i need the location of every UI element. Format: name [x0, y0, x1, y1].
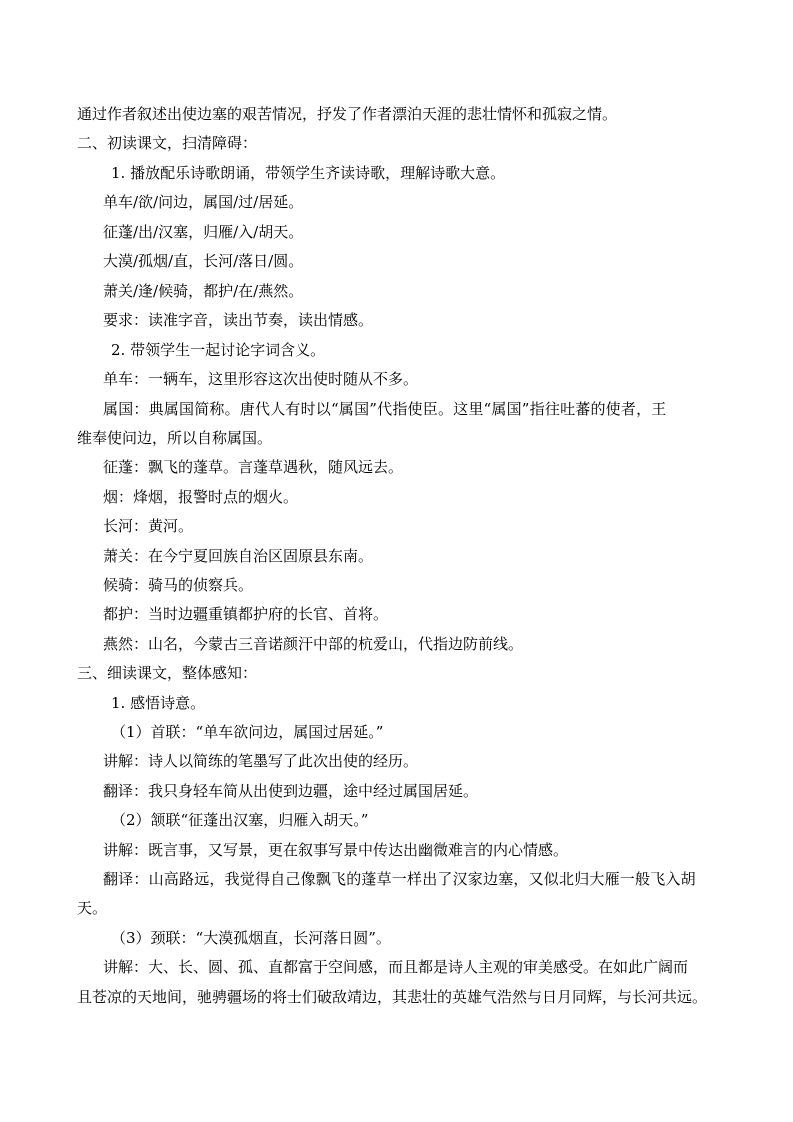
poem-line: 单车/欲/问边，属国/过/居延。: [103, 193, 304, 211]
paragraph-line: 通过作者叙述出使边塞的艰苦情况，抒发了作者漂泊天涯的悲壮情怀和孤寂之情。: [77, 105, 618, 123]
definition-line-continued: 维奉使问边，所以自称属国。: [77, 429, 273, 447]
subsection-heading: 1. 感悟诗意。: [111, 694, 206, 712]
translation-line: 翻译：山高路远，我觉得自己像飘飞的蓬草一样出了汉家边塞，又似北归大雁一般飞入胡: [103, 870, 696, 888]
couplet-heading: （2）颔联“征蓬出汉塞，归雁入胡天。”: [111, 811, 369, 829]
couplet-heading: （1）首联：“单车欲问边，属国过居延。”: [111, 723, 384, 741]
definition-line: 长河：黄河。: [103, 517, 194, 535]
section-heading: 二、初读课文，扫清障碍：: [77, 134, 258, 152]
poem-line: 大漠/孤烟/直，长河/落日/圆。: [103, 252, 304, 270]
section-heading: 三、细读课文，整体感知：: [77, 664, 258, 682]
subsection-heading: 2. 带领学生一起讨论字词含义。: [111, 341, 326, 359]
definition-line: 候骑：骑马的侦察兵。: [103, 576, 254, 594]
explanation-line: 讲解：诗人以简练的笔墨写了此次出使的经历。: [103, 752, 419, 770]
definition-line: 都护：当时边疆重镇都护府的长官、首将。: [103, 605, 389, 623]
poem-line: 萧关/逢/候骑，都护/在/燕然。: [103, 282, 304, 300]
subsection-heading: 1. 播放配乐诗歌朗诵，带领学生齐读诗歌，理解诗歌大意。: [111, 164, 506, 182]
definition-line: 单车：一辆车，这里形容这次出使时随从不多。: [103, 370, 419, 388]
translation-line: 翻译：我只身轻车简从出使到边疆，途中经过属国居延。: [103, 782, 479, 800]
definition-line: 萧关：在今宁夏回族自治区固原县东南。: [103, 547, 374, 565]
definition-line: 烟：烽烟，报警时点的烟火。: [103, 488, 299, 506]
poem-line: 征蓬/出/汉塞，归雁/入/胡天。: [103, 223, 304, 241]
explanation-line-continued: 且苍凉的天地间，驰骋疆场的将士们破敌靖边，其悲壮的英雄气浩然与日月同辉，与长河共远。: [77, 988, 708, 1006]
definition-line: 征蓬：飘飞的蓬草。言蓬草遇秋，随风远去。: [103, 458, 404, 476]
definition-line: 燕然：山名，今蒙古三音诺颜汗中部的杭爱山，代指边防前线。: [103, 635, 524, 653]
translation-line-continued: 天。: [77, 899, 108, 917]
explanation-line: 讲解：既言事，又写景，更在叙事写景中传达出幽微难言的内心情感。: [103, 841, 569, 859]
paragraph-line: 要求：读准字音，读出节奏，读出情感。: [103, 311, 374, 329]
explanation-line: 讲解：大、长、圆、孤、直都富于空间感，而且都是诗人主观的审美感受。在如此广阔而: [103, 958, 689, 976]
definition-line: 属国：典属国简称。唐代人有时以“属国”代指使臣。这里“属国”指往吐蕃的使者，王: [103, 400, 667, 418]
couplet-heading: （3）颈联：“大漠孤烟直，长河落日圆”。: [111, 929, 391, 947]
